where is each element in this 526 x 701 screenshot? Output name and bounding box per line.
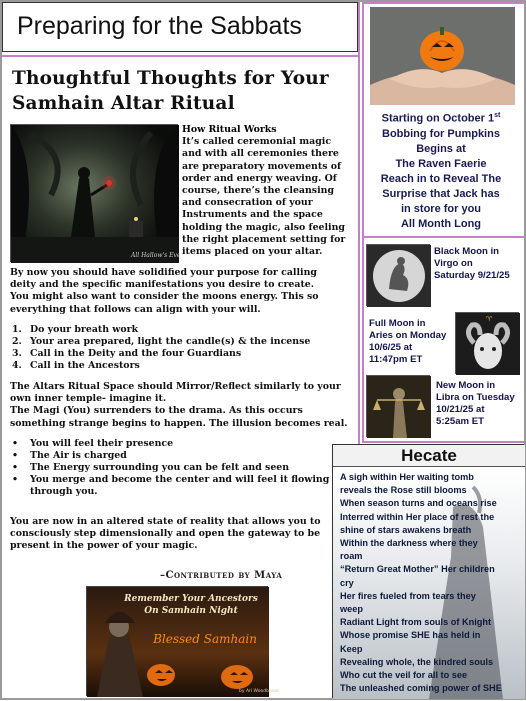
full-moon-text: Full Moon in Aries on Monday 10/6/25 at 11:47pm ET [369, 318, 447, 365]
bullet-icon: • [12, 462, 18, 473]
list-item: • The Energy surrounding you can be felt and seen [12, 462, 290, 473]
list-item: • You merge and become the center and will feel it flowing [12, 474, 330, 485]
list-item: through you. [30, 486, 98, 497]
altar-ritual-image [10, 124, 181, 262]
bobbing-announcement: Starting on October 1st Bobbing for Pumpkins Begins at The Raven Faerie Reach in to Reveal The Surprise that Jack has in store for you All Month Long [364, 108, 518, 232]
new-moon-text: New Moon in Libra on Tuesday 10/21/25 at 5:25am ET [436, 380, 515, 427]
virgo-icon [366, 244, 430, 306]
bullet-icon: • [12, 450, 18, 461]
top-rule [362, 2, 524, 4]
ritual-intro: How Ritual Works It’s called ceremonial magic and with all ceremonies there are preparatory movements of order and energy weaving. Of course, there’s the cleansing and consecration of your Instruments and the space holding the magic, also feeling the right placement setting for items placed on your altar. [182, 124, 354, 258]
header-box [2, 2, 358, 52]
list-item: 2. Your area prepared, light the candle(s) & the incense [12, 336, 311, 347]
bullet-list [10, 438, 356, 498]
list-item: • You will feel their presence [12, 438, 174, 449]
samhain-line1: Remember Your Ancestors [124, 594, 258, 604]
list-item: 4. Call in the Ancestors [12, 360, 140, 371]
contributor-credit: –Contributed by Maya [160, 570, 283, 581]
hecate-title: Hecate [333, 445, 525, 467]
paragraph-mirror: The Altars Ritual Space should Mirror/Reflect similarly to your own inner temple- imagine it. The Magi (You) surrenders to the drama. As this occurs something strange begins to happen. The illusion becomes real. [10, 381, 348, 429]
samhain-line2: On Samhain Night [144, 606, 238, 616]
samhain-line3: Blessed Samhain [153, 632, 257, 646]
section-subheading: How Ritual Works [182, 124, 277, 135]
bobbing-rule [362, 236, 524, 238]
bullet-icon: • [12, 474, 18, 485]
page-title: Preparing for the Sabbats [17, 12, 302, 40]
bullet-icon: • [12, 438, 18, 449]
header-rule [2, 55, 358, 57]
hecate-poem: A sigh within Her waiting tomb reveals the Rose still blooms When season turns and oceans rise Interred within Her place of rest the shine of stars awakens breath Within the darkness where they roam “Return Great Mother” Her children cry Her fires fueled from tears they weep Radiant Light from souls of Knight Whose promise SHE has held in Keep Revealing whole, the kindred souls Who cut the veil for all to see The unleashed coming power of SHE [340, 472, 502, 694]
bobbing-start-line: Starting on October 1st [381, 112, 501, 125]
aries-icon [455, 312, 519, 374]
article-title: Thoughtful Thoughts for Your Samhain Altar Ritual [12, 68, 329, 114]
pumpkin-image [370, 7, 515, 105]
black-moon-text: Black Moon in Virgo on Saturday 9/21/25 [434, 246, 510, 281]
paragraph-purpose: By now you should have solidified your purpose for calling deity and the specific manifestations you desire to create. You might also want to consider the moons energy. This so everything that follows can align with your will. [10, 267, 319, 315]
numbered-steps [10, 324, 356, 372]
moons-rule [362, 441, 524, 443]
samhain-signature: by Ari Woodbrook [239, 689, 279, 694]
list-item: 3. Call in the Deity and the four Guardians [12, 348, 242, 359]
svg-text:♈: ♈ [486, 315, 493, 323]
paragraph-altered-state: You are now in an altered state of reality that allows you to consciously step dimensionally and open the gateway to be present in the power of your magic. [10, 516, 321, 552]
list-item: • The Air is charged [12, 450, 127, 461]
hecate-poem-box [332, 444, 524, 698]
list-item: 1. Do your breath work [12, 324, 139, 335]
samhain-image [86, 586, 279, 696]
image-caption: All Hallow's Eve [131, 252, 181, 259]
libra-icon [366, 375, 430, 437]
